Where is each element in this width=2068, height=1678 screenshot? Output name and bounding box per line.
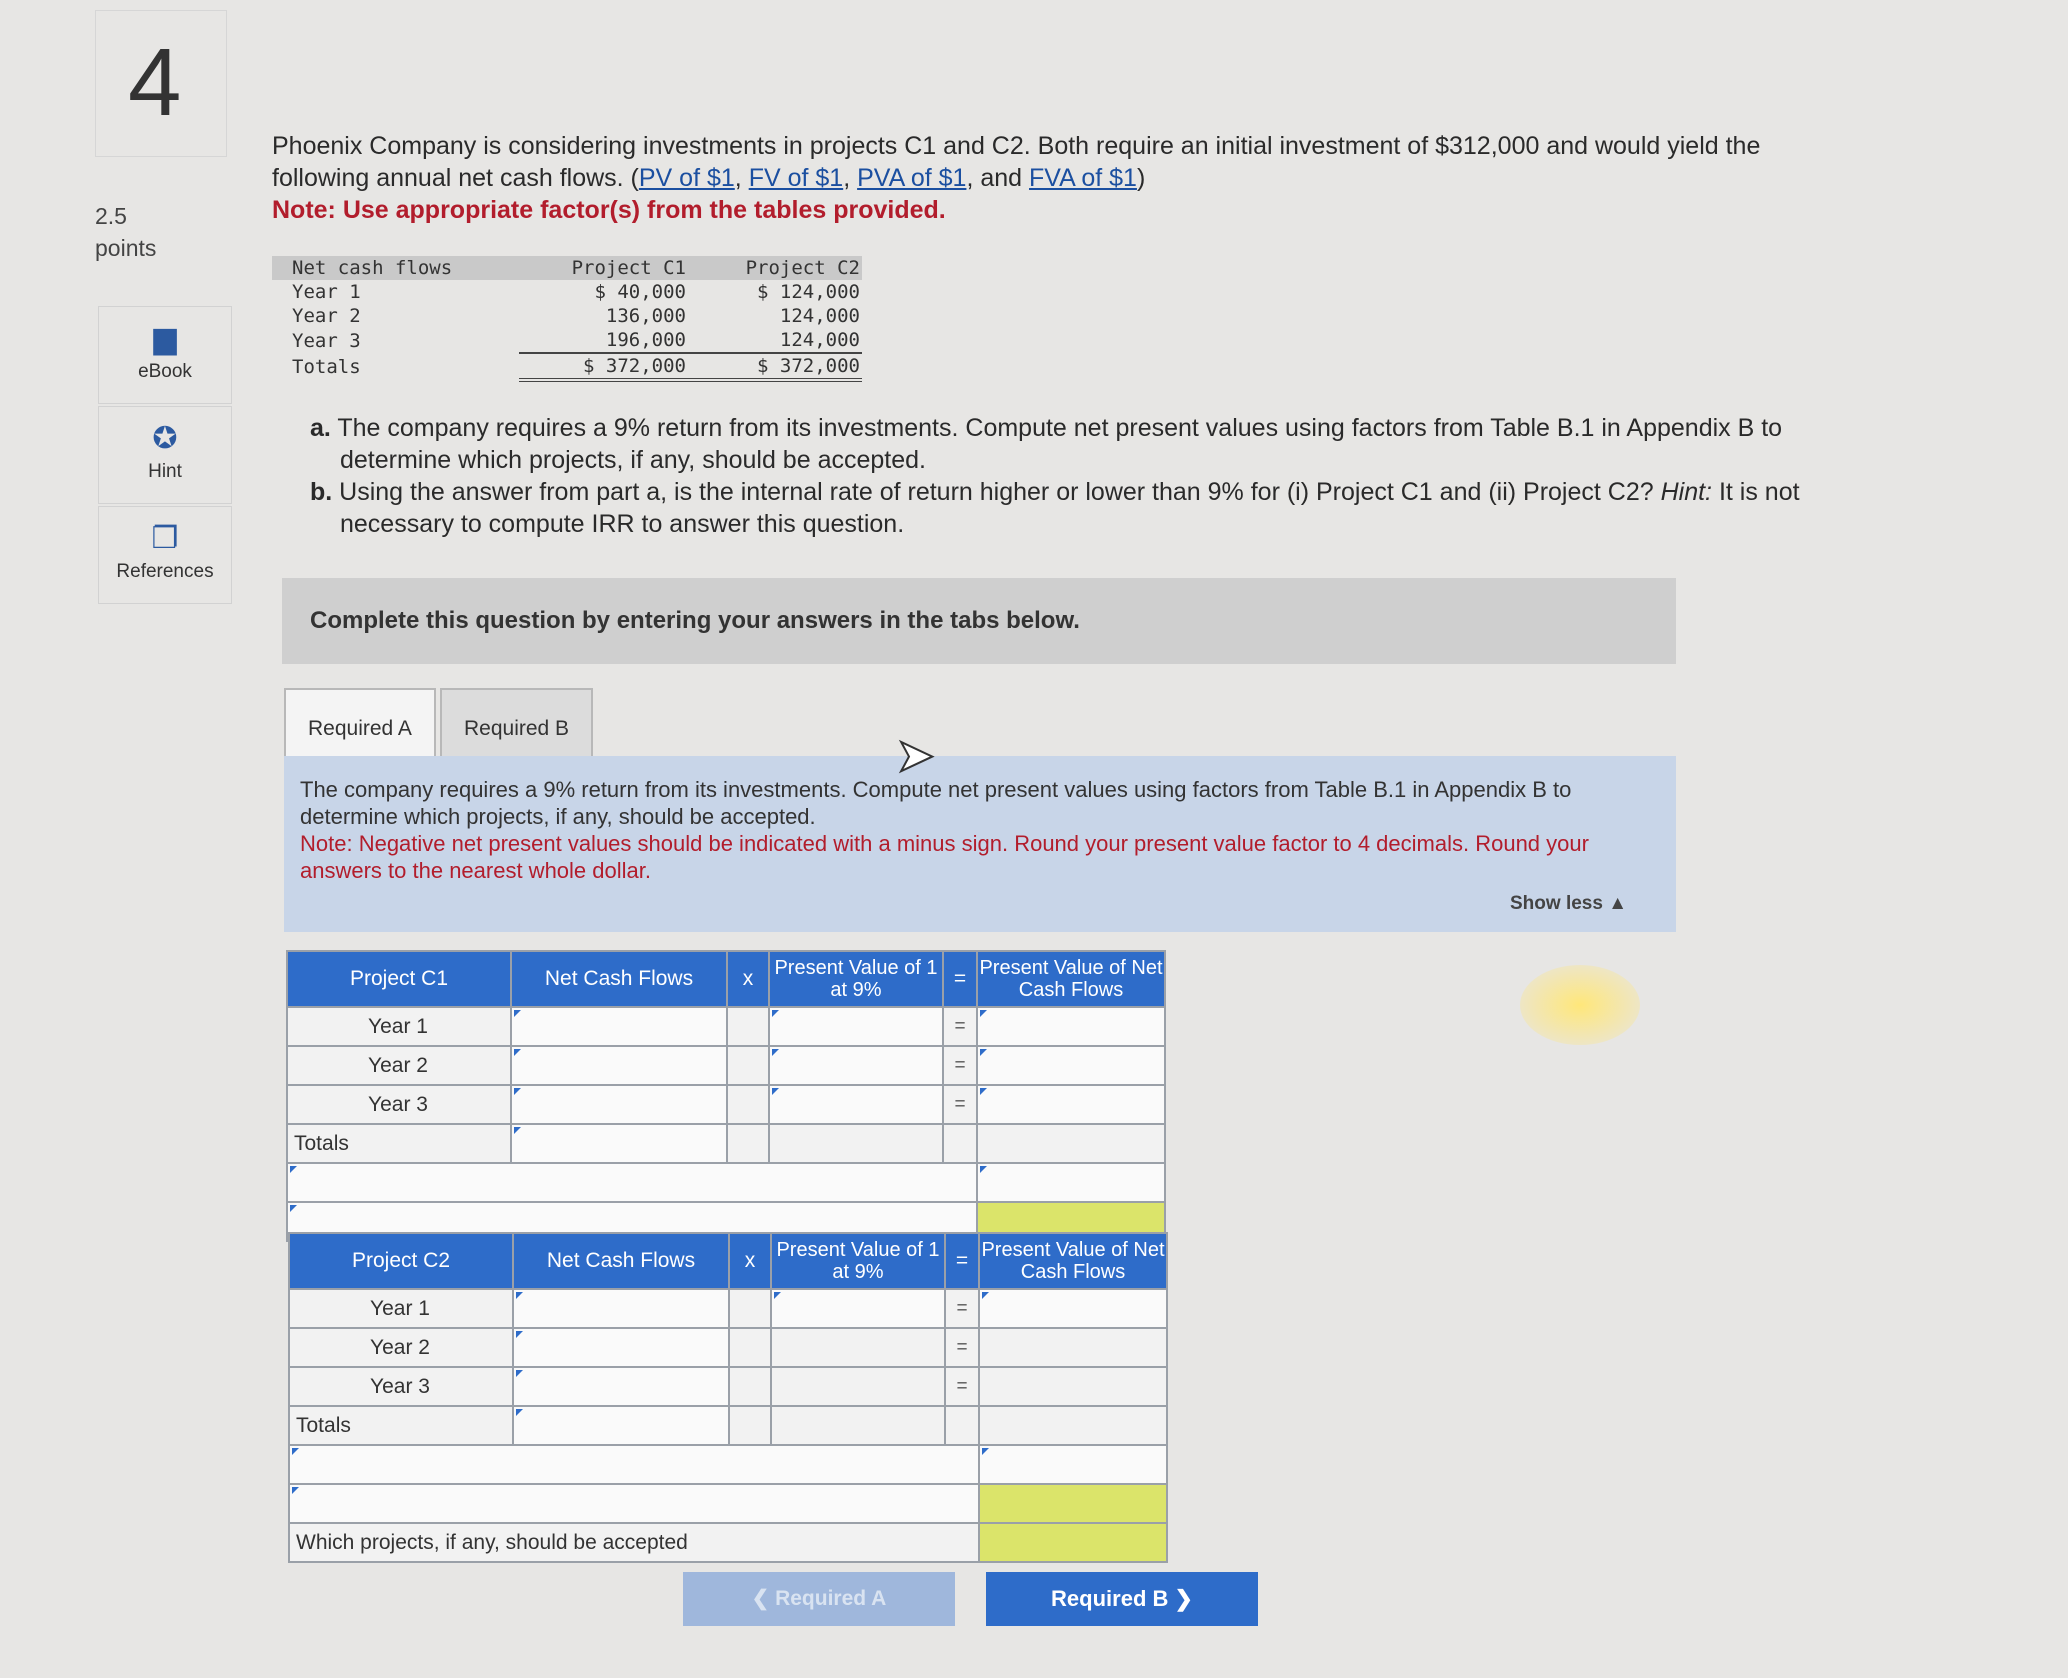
c1-y2-ncf-input[interactable] — [511, 1046, 727, 1085]
c2-header: Project C2 — [289, 1233, 513, 1289]
table-row: Year 1 = — [289, 1289, 1167, 1328]
info-note: Note: Negative net present values should be indicated with a minus sign. Round your present value factor to 4 decimals. Round your answers to the nearest whole dollar. — [300, 831, 1589, 883]
intro-line2: following annual net cash flows. (PV of $1, FV of $1, PVA of $1, and FVA of $1) — [272, 164, 1146, 192]
intro-note: Note: Use appropriate factor(s) from the tables provided. — [272, 196, 946, 224]
project-c1-grid: Project C1 Net Cash Flows x Present Value of 1 at 9% = Present Value of Net Cash Flows Year 1 = Year 2 = Year 3 = Totals — [286, 950, 1166, 1242]
table-row: Year 2 = — [287, 1046, 1165, 1085]
screen-glare — [1520, 965, 1640, 1045]
references-label: References — [116, 561, 214, 582]
table-row: Year 3 = — [287, 1085, 1165, 1124]
ebook-label: eBook — [138, 361, 192, 382]
question-parts — [310, 412, 1810, 540]
accept-question-label: Which projects, if any, should be accepted — [289, 1523, 979, 1562]
table-row: Year 3 = — [289, 1367, 1167, 1406]
c1-total-input[interactable] — [511, 1124, 727, 1163]
table-row: Year 1 = — [287, 1007, 1165, 1046]
part-b: b. Using the answer from part a, is the internal rate of return higher or lower than 9% for (i) Project C1 and (ii) Project C2? Hint: It is not necessary to compute IRR to answer this question. — [310, 478, 1800, 538]
hint-label: Hint — [148, 461, 182, 482]
c2-value-input-1[interactable] — [979, 1445, 1167, 1484]
c1-y1-pv-input[interactable] — [769, 1007, 943, 1046]
prev-required-a-button[interactable]: ❮ Required A — [683, 1572, 955, 1626]
table-row: Totals — [287, 1124, 1165, 1163]
c2-npv-cell — [979, 1484, 1167, 1523]
instruction-banner: Complete this question by entering your answers in the tabs below. — [282, 578, 1676, 664]
c2-y3-ncf-input[interactable] — [513, 1367, 729, 1406]
fv-link[interactable]: FV of $1 — [748, 164, 844, 192]
pva-link[interactable]: PVA of $1 — [857, 164, 967, 192]
c2-y3-result-cell — [979, 1367, 1167, 1406]
c1-y3-result-input[interactable] — [977, 1085, 1165, 1124]
c1-y2-pv-input[interactable] — [769, 1046, 943, 1085]
part-a: a. The company requires a 9% return from its investments. Compute net present values using factors from Table B.1 in Appendix B to determine which projects, if any, should be accepted. — [310, 414, 1783, 474]
points-label: points — [95, 235, 157, 261]
lifebuoy-icon: ✪ — [152, 422, 178, 455]
c1-label-input-1[interactable] — [287, 1163, 977, 1202]
points-info — [95, 200, 156, 264]
c1-y2-result-input[interactable] — [977, 1046, 1165, 1085]
references-button[interactable] — [98, 506, 232, 604]
c2-y1-pv-input[interactable] — [771, 1289, 945, 1328]
info-text: The company requires a 9% return from its investments. Compute net present values using factors from Table B.1 in Appendix B to determine which projects, if any, should be accepted. — [300, 777, 1572, 829]
c1-y1-result-input[interactable] — [977, 1007, 1165, 1046]
c1-value-input-1[interactable] — [977, 1163, 1165, 1202]
pv-link[interactable]: PV of $1 — [638, 164, 735, 192]
c2-label-input-1[interactable] — [289, 1445, 979, 1484]
c1-header: Project C1 — [287, 951, 511, 1007]
c1-y3-ncf-input[interactable] — [511, 1085, 727, 1124]
mouse-cursor-icon: ➤ — [896, 729, 935, 781]
ebook-button[interactable] — [98, 306, 232, 404]
copy-icon: ❐ — [151, 522, 179, 555]
c2-total-input[interactable] — [513, 1406, 729, 1445]
question-number: 4 — [128, 29, 182, 136]
c2-y2-result-cell — [979, 1328, 1167, 1367]
tab-instructions — [284, 756, 1676, 932]
c2-y1-result-input[interactable] — [979, 1289, 1167, 1328]
fva-link[interactable]: FVA of $1 — [1029, 164, 1137, 192]
cash-flow-table: Net cash flows Project C1 Project C2 Year 1 $ 40,000 $ 124,000 Year 2 136,000 124,000 Year 3 196,000 124,000 Totals $ 372,000 $ 372,000 — [272, 256, 862, 382]
c2-label-input-2[interactable] — [289, 1484, 979, 1523]
c1-y3-pv-input[interactable] — [769, 1085, 943, 1124]
c2-y2-ncf-input[interactable] — [513, 1328, 729, 1367]
tab-required-b[interactable]: Required B — [440, 688, 593, 766]
book-icon: ▆ — [153, 322, 177, 355]
project-c2-grid: Project C2 Net Cash Flows x Present Value of 1 at 9% = Present Value of Net Cash Flows Year 1 = Year 2 = Year 3 = Totals Which projects, if any, should be accepted — [288, 1232, 1168, 1563]
points-value: 2.5 — [95, 203, 127, 229]
intro-line1: Phoenix Company is considering investments in projects C1 and C2. Both require an initial investment of $312,000 and would yield the — [272, 132, 1761, 160]
c2-y1-ncf-input[interactable] — [513, 1289, 729, 1328]
table-row: Totals — [289, 1406, 1167, 1445]
tab-required-a[interactable]: Required A — [284, 688, 436, 766]
next-required-b-button[interactable]: Required B ❯ — [986, 1572, 1258, 1626]
c1-y1-ncf-input[interactable] — [511, 1007, 727, 1046]
question-intro — [272, 130, 1832, 226]
accept-answer-cell[interactable] — [979, 1523, 1167, 1562]
table-row: Year 2 = — [289, 1328, 1167, 1367]
show-less-link[interactable]: Show less ▲ — [1510, 893, 1628, 914]
hint-button[interactable] — [98, 406, 232, 504]
